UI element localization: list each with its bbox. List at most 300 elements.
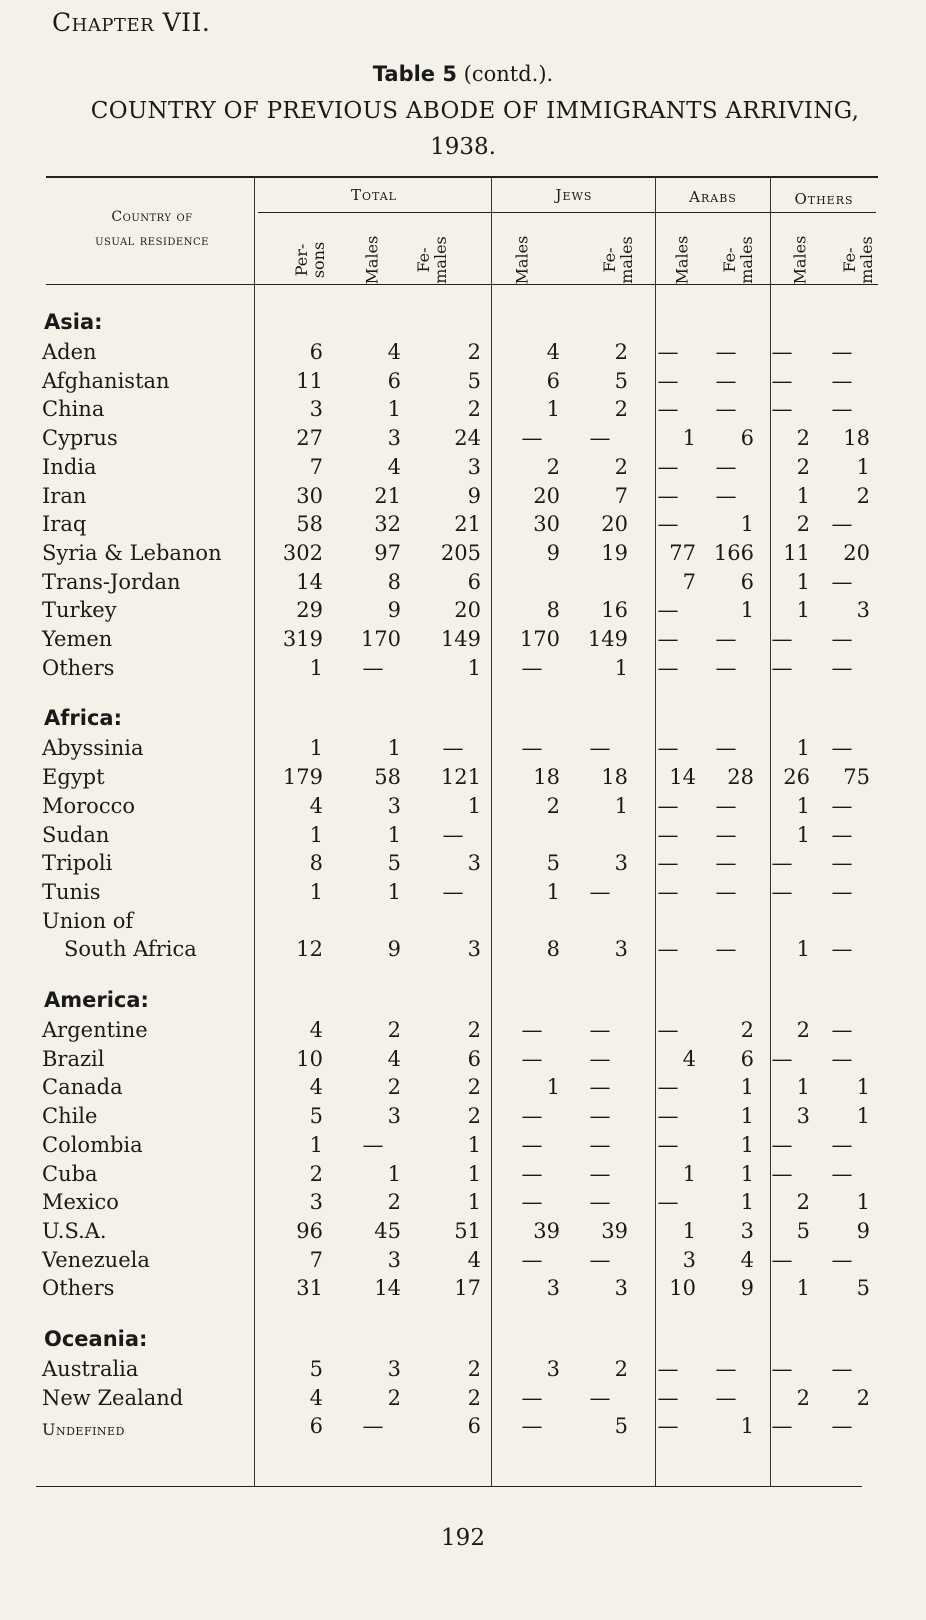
- table-row: [0, 1162, 926, 1190]
- row-label: U.S.A.: [42, 1218, 107, 1243]
- table-cell: 179: [282, 765, 323, 790]
- table-cell: —: [589, 1190, 611, 1215]
- table-cell: —: [521, 1414, 543, 1439]
- table-cell: 7: [309, 454, 323, 479]
- table-row: [0, 909, 926, 937]
- row-label: Canada: [42, 1075, 123, 1100]
- table-cell: 2: [614, 340, 628, 364]
- row-label: Iraq: [42, 512, 87, 537]
- table-cell: 9: [546, 540, 560, 565]
- table-cell: —: [831, 368, 853, 393]
- subcolumn-header-label: Males: [512, 235, 532, 285]
- table-cell: 3: [467, 937, 481, 962]
- table-cell: 4: [309, 1385, 323, 1410]
- table-cell: 2: [796, 1190, 810, 1215]
- table-cell: —: [715, 1385, 737, 1410]
- table-row: [0, 426, 926, 454]
- country-header-line2: usual residence: [95, 233, 209, 249]
- table-cell: 31: [296, 1276, 323, 1301]
- table-cell: 5: [309, 1104, 323, 1129]
- table-title: COUNTRY OF PREVIOUS ABODE OF IMMIGRANTS ARRIVING,: [90, 98, 860, 124]
- table-cell: —: [657, 793, 679, 818]
- table-cell: 2: [856, 483, 870, 508]
- table-cell: 3: [467, 454, 481, 479]
- table-cell: 9: [856, 1218, 870, 1243]
- table-cell: —: [715, 937, 737, 962]
- subcolumn-header: [840, 215, 876, 305]
- table-cell: 2: [467, 340, 481, 364]
- table-cell: 21: [454, 512, 481, 537]
- table-cell: —: [362, 1414, 384, 1439]
- table-cell: 5: [546, 851, 560, 876]
- table-cell: 14: [374, 1276, 401, 1301]
- row-label: Brazil: [42, 1046, 105, 1071]
- table-cell: —: [771, 851, 793, 876]
- table-cell: —: [771, 368, 793, 393]
- table-cell: —: [657, 1357, 679, 1381]
- subcolumn-header-label: Males: [790, 235, 810, 285]
- table-cell: 6: [740, 1046, 754, 1071]
- table-cell: 4: [467, 1247, 481, 1272]
- table-cell: —: [589, 736, 611, 761]
- table-cell: 3: [614, 1276, 628, 1301]
- section-heading: Africa:: [44, 706, 122, 731]
- table-cell: 1: [309, 736, 323, 761]
- table-cell: 3: [387, 1247, 401, 1272]
- table-cell: 3: [614, 851, 628, 876]
- subcolumn-header-label: Fe- males: [600, 236, 636, 284]
- table-cell: 1: [856, 1104, 870, 1129]
- table-cell: —: [521, 1161, 543, 1186]
- table-row: [0, 880, 926, 908]
- table-cell: 4: [309, 793, 323, 818]
- table-cell: 2: [614, 454, 628, 479]
- table-cell: 20: [843, 540, 870, 565]
- group-header-total: Total: [350, 186, 397, 204]
- table-cell: 3: [546, 1357, 560, 1381]
- row-label: Morocco: [42, 793, 135, 818]
- table-cell: —: [715, 822, 737, 847]
- row-label: Cuba: [42, 1161, 98, 1186]
- table-cell: 5: [467, 368, 481, 393]
- table-cell: —: [657, 822, 679, 847]
- table-cell: 2: [387, 1385, 401, 1410]
- table-cell: 1: [796, 822, 810, 847]
- table-cell: 8: [546, 598, 560, 623]
- table-cell: 24: [454, 426, 481, 451]
- table-cell: —: [521, 1247, 543, 1272]
- table-cell: —: [831, 512, 853, 537]
- table-cell: 20: [601, 512, 628, 537]
- table-cell: 4: [740, 1247, 754, 1272]
- table-cell: 30: [296, 483, 323, 508]
- table-cell: —: [521, 426, 543, 451]
- subcolumn-header-label: Per- sons: [292, 241, 328, 279]
- row-label: Egypt: [42, 765, 105, 790]
- table-cell: —: [521, 736, 543, 761]
- table-cell: —: [589, 879, 611, 904]
- table-cell: 18: [843, 426, 870, 451]
- table-cell: 75: [843, 765, 870, 790]
- table-cell: 2: [387, 1075, 401, 1100]
- table-cell: 1: [467, 1190, 481, 1215]
- row-label: Others: [42, 1276, 115, 1301]
- table-suffix: (contd.).: [463, 62, 554, 86]
- table-cell: —: [715, 793, 737, 818]
- table-cell: 18: [533, 765, 560, 790]
- table-cell: 20: [533, 483, 560, 508]
- table-cell: —: [521, 1104, 543, 1129]
- table-row: [0, 1047, 926, 1075]
- table-cell: —: [589, 1161, 611, 1186]
- table-number: Table 5: [372, 62, 457, 86]
- table-cell: 1: [467, 1132, 481, 1157]
- table-cell: 9: [740, 1276, 754, 1301]
- table-label: [0, 62, 926, 86]
- table-cell: 3: [682, 1247, 696, 1272]
- bottom-rule: [36, 1486, 862, 1487]
- table-cell: 1: [309, 1132, 323, 1157]
- group-header-others: Others: [794, 190, 854, 208]
- table-cell: —: [771, 879, 793, 904]
- table-cell: 9: [387, 598, 401, 623]
- table-cell: 9: [467, 483, 481, 508]
- row-label: Venezuela: [42, 1247, 150, 1272]
- table-cell: 1: [387, 397, 401, 422]
- table-cell: 1: [740, 1075, 754, 1100]
- table-row: [0, 851, 926, 879]
- table-cell: 205: [440, 540, 481, 565]
- table-cell: —: [521, 1046, 543, 1071]
- subcolumn-header: [414, 215, 450, 305]
- table-cell: 302: [282, 540, 323, 565]
- row-label: Sudan: [42, 822, 110, 847]
- table-row: [0, 765, 926, 793]
- table-cell: 1: [387, 822, 401, 847]
- table-cell: 8: [387, 569, 401, 594]
- table-row: [0, 397, 926, 425]
- row-label: Yemen: [42, 627, 113, 651]
- table-cell: 1: [856, 1190, 870, 1215]
- table-cell: 170: [519, 627, 560, 651]
- table-cell: —: [657, 655, 679, 680]
- table-cell: 5: [614, 1414, 628, 1439]
- table-cell: —: [831, 822, 853, 847]
- table-cell: 8: [309, 851, 323, 876]
- subcolumn-header: [292, 215, 328, 305]
- row-label: Afghanistan: [42, 368, 170, 393]
- table-cell: 5: [387, 851, 401, 876]
- row-label: Trans-Jordan: [42, 569, 181, 594]
- row-label: Chile: [42, 1104, 98, 1129]
- table-cell: 1: [796, 736, 810, 761]
- table-row: [0, 1075, 926, 1103]
- row-label: Cyprus: [42, 426, 118, 451]
- table-cell: 96: [296, 1218, 323, 1243]
- row-label: Mexico: [42, 1190, 119, 1215]
- table-row: [0, 340, 926, 368]
- page-number: 192: [441, 1525, 485, 1551]
- table-cell: 1: [796, 937, 810, 962]
- table-cell: 6: [387, 368, 401, 393]
- table-cell: —: [589, 1018, 611, 1042]
- table-cell: 149: [440, 627, 481, 651]
- table-cell: —: [831, 879, 853, 904]
- table-cell: 4: [309, 1075, 323, 1100]
- table-cell: —: [771, 1414, 793, 1439]
- table-cell: —: [831, 397, 853, 422]
- table-cell: —: [521, 1132, 543, 1157]
- table-cell: 4: [546, 340, 560, 364]
- table-cell: 1: [740, 1161, 754, 1186]
- table-cell: 1: [309, 655, 323, 680]
- table-cell: —: [831, 1046, 853, 1071]
- table-cell: 2: [387, 1018, 401, 1042]
- subcolumn-header: [720, 215, 756, 305]
- table-cell: 1: [856, 1075, 870, 1100]
- table-cell: —: [657, 1018, 679, 1042]
- table-cell: 1: [796, 598, 810, 623]
- row-label: Tunis: [42, 879, 101, 904]
- table-cell: 6: [467, 1414, 481, 1439]
- table-cell: —: [831, 1018, 853, 1042]
- table-cell: 1: [740, 512, 754, 537]
- row-label: India: [42, 454, 97, 479]
- table-cell: —: [771, 1247, 793, 1272]
- table-cell: 14: [296, 569, 323, 594]
- table-cell: 97: [374, 540, 401, 565]
- table-cell: —: [715, 879, 737, 904]
- subcolumn-header-label: Fe- males: [414, 236, 450, 284]
- table-cell: 1: [467, 1161, 481, 1186]
- table-cell: —: [521, 1190, 543, 1215]
- table-cell: —: [771, 1357, 793, 1381]
- row-label: Undefined: [42, 1420, 125, 1440]
- table-row: [0, 1104, 926, 1132]
- table-cell: 1: [856, 454, 870, 479]
- table-cell: —: [831, 937, 853, 962]
- table-cell: 1: [796, 793, 810, 818]
- table-cell: 1: [796, 1276, 810, 1301]
- table-cell: 32: [374, 512, 401, 537]
- table-cell: 5: [614, 368, 628, 393]
- table-cell: 1: [614, 793, 628, 818]
- table-cell: —: [657, 598, 679, 623]
- table-cell: 6: [309, 1414, 323, 1439]
- subcolumn-header: [785, 215, 815, 305]
- subcolumn-header: [600, 215, 636, 305]
- row-label: South Africa: [64, 937, 197, 962]
- table-cell: —: [521, 655, 543, 680]
- subcolumn-header-label: Fe- males: [840, 236, 876, 284]
- top-rule: [46, 176, 878, 178]
- header-rule: [46, 284, 878, 285]
- table-cell: —: [657, 512, 679, 537]
- table-cell: —: [657, 1414, 679, 1439]
- table-cell: —: [831, 1357, 853, 1381]
- table-cell: —: [657, 483, 679, 508]
- subcolumn-header: [667, 215, 697, 305]
- table-cell: 6: [740, 426, 754, 451]
- table-cell: 8: [546, 937, 560, 962]
- table-cell: —: [657, 627, 679, 651]
- table-cell: 9: [387, 937, 401, 962]
- table-row: [0, 369, 926, 397]
- table-cell: 3: [387, 1357, 401, 1381]
- table-cell: —: [442, 822, 464, 847]
- table-cell: 3: [546, 1276, 560, 1301]
- table-row: [0, 570, 926, 598]
- table-cell: 3: [856, 598, 870, 623]
- table-row: [0, 1018, 926, 1046]
- table-cell: 10: [296, 1046, 323, 1071]
- table-cell: —: [715, 1357, 737, 1381]
- table-row: [0, 736, 926, 764]
- table-cell: 2: [740, 1018, 754, 1042]
- row-label: Syria & Lebanon: [42, 540, 222, 565]
- row-label: Argentine: [42, 1018, 148, 1042]
- table-cell: 3: [467, 851, 481, 876]
- table-row: [0, 823, 926, 851]
- table-cell: 39: [533, 1218, 560, 1243]
- table-cell: 1: [467, 793, 481, 818]
- table-cell: 6: [740, 569, 754, 594]
- table-cell: 1: [467, 655, 481, 680]
- table-cell: 6: [546, 368, 560, 393]
- table-row: [0, 1190, 926, 1218]
- table-row: [0, 1357, 926, 1385]
- table-cell: 14: [669, 765, 696, 790]
- table-cell: —: [589, 1132, 611, 1157]
- table-cell: 3: [309, 1190, 323, 1215]
- table-row: [0, 794, 926, 822]
- table-cell: 26: [783, 765, 810, 790]
- table-cell: —: [657, 1132, 679, 1157]
- table-cell: —: [715, 454, 737, 479]
- table-cell: —: [771, 1046, 793, 1071]
- table-row: [0, 1276, 926, 1304]
- table-row: [0, 656, 926, 684]
- table-row: [0, 541, 926, 569]
- row-label: Union of: [42, 908, 134, 933]
- table-cell: 4: [682, 1046, 696, 1071]
- table-cell: 1: [387, 736, 401, 761]
- table-cell: 16: [601, 598, 628, 623]
- group-rule: [258, 212, 876, 213]
- table-cell: —: [831, 736, 853, 761]
- table-cell: 6: [467, 569, 481, 594]
- table-cell: —: [657, 454, 679, 479]
- table-cell: 21: [374, 483, 401, 508]
- table-row: [0, 1219, 926, 1247]
- table-cell: 1: [796, 569, 810, 594]
- row-label: New Zealand: [42, 1385, 184, 1410]
- table-cell: —: [657, 1190, 679, 1215]
- table-cell: 7: [682, 569, 696, 594]
- table-cell: 2: [796, 426, 810, 451]
- table-cell: 17: [454, 1276, 481, 1301]
- table-cell: 45: [374, 1218, 401, 1243]
- table-cell: —: [831, 627, 853, 651]
- subcolumn-header-label: Males: [672, 235, 692, 285]
- table-cell: —: [831, 851, 853, 876]
- table-row: [0, 937, 926, 965]
- table-cell: 10: [669, 1276, 696, 1301]
- table-cell: 51: [454, 1218, 481, 1243]
- table-cell: 2: [467, 1385, 481, 1410]
- table-cell: 20: [454, 598, 481, 623]
- table-cell: —: [521, 1018, 543, 1042]
- table-cell: 58: [296, 512, 323, 537]
- table-cell: —: [589, 1046, 611, 1071]
- row-label: Abyssinia: [42, 736, 144, 761]
- table-cell: —: [657, 340, 679, 364]
- table-cell: —: [831, 1247, 853, 1272]
- table-cell: 5: [796, 1218, 810, 1243]
- table-cell: 2: [467, 1357, 481, 1381]
- table-cell: 1: [740, 1414, 754, 1439]
- table-cell: —: [715, 851, 737, 876]
- table-cell: 1: [682, 1218, 696, 1243]
- table-cell: 3: [309, 397, 323, 422]
- table-cell: —: [657, 1385, 679, 1410]
- table-row: [0, 1133, 926, 1161]
- table-cell: 5: [856, 1276, 870, 1301]
- table-cell: 2: [546, 793, 560, 818]
- table-cell: —: [657, 1104, 679, 1129]
- table-cell: 3: [614, 937, 628, 962]
- table-cell: 58: [374, 765, 401, 790]
- table-cell: 2: [796, 512, 810, 537]
- table-cell: —: [831, 655, 853, 680]
- table-cell: 2: [546, 454, 560, 479]
- table-cell: —: [657, 397, 679, 422]
- table-cell: 11: [296, 368, 323, 393]
- table-cell: 19: [601, 540, 628, 565]
- table-cell: —: [521, 1385, 543, 1410]
- country-header-line1: Country of: [111, 209, 193, 225]
- table-cell: 1: [740, 1104, 754, 1129]
- table-cell: 27: [296, 426, 323, 451]
- table-cell: —: [589, 1075, 611, 1100]
- table-row: [0, 455, 926, 483]
- subcolumn-header: [507, 215, 537, 305]
- table-row: [0, 598, 926, 626]
- group-header-jews: Jews: [555, 186, 593, 204]
- table-cell: 1: [796, 1075, 810, 1100]
- table-cell: 28: [727, 765, 754, 790]
- section-heading: Oceania:: [44, 1327, 148, 1351]
- section-heading: America:: [44, 988, 149, 1012]
- table-cell: 2: [856, 1385, 870, 1410]
- row-label: Turkey: [42, 598, 117, 623]
- table-cell: 30: [533, 512, 560, 537]
- table-cell: 2: [614, 1357, 628, 1381]
- table-cell: 4: [387, 454, 401, 479]
- table-cell: —: [589, 426, 611, 451]
- table-cell: 1: [387, 879, 401, 904]
- table-cell: 18: [601, 765, 628, 790]
- table-cell: —: [715, 736, 737, 761]
- table-cell: 1: [740, 598, 754, 623]
- table-cell: —: [657, 851, 679, 876]
- table-cell: 1: [682, 426, 696, 451]
- table-cell: —: [771, 655, 793, 680]
- table-cell: 2: [467, 1018, 481, 1042]
- table-cell: —: [715, 340, 737, 364]
- table-row: [0, 512, 926, 540]
- subcolumn-header-label: Fe- males: [720, 236, 756, 284]
